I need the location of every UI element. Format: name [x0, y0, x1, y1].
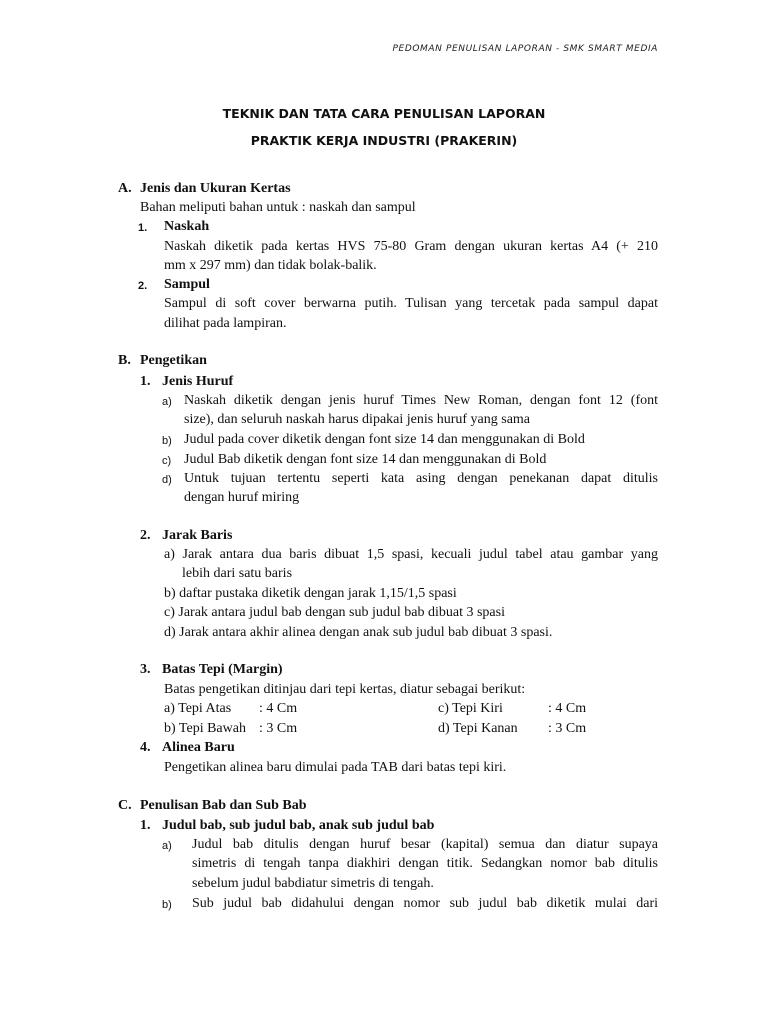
margin-label: b) Tepi Bawah	[164, 721, 246, 736]
item-marker: 1.	[138, 222, 148, 234]
running-header: PEDOMAN PENULISAN LAPORAN - SMK SMART MEDIA	[392, 44, 658, 54]
subsection-heading: Alinea Baru	[162, 740, 235, 755]
item-marker: c)	[162, 455, 172, 467]
paragraph-line: dilihat pada lampiran.	[164, 316, 287, 331]
paragraph-line: Untuk tujuan tertentu seperti kata asing dengan penekanan dapat ditulis	[184, 471, 658, 486]
item-marker: 2.	[138, 280, 148, 292]
section-heading: Pengetikan	[140, 353, 207, 368]
paragraph-line: c) Jarak antara judul bab dengan sub judul bab dibuat 3 spasi	[164, 605, 505, 620]
subsection-heading: Jarak Baris	[162, 528, 233, 543]
paragraph-line: Naskah diketik dengan jenis huruf Times New Roman, dengan font 12 (font	[184, 393, 658, 408]
subsection-heading: Jenis Huruf	[162, 374, 234, 389]
document-title-line-2: PRAKTIK KERJA INDUSTRI (PRAKERIN)	[250, 133, 518, 148]
paragraph-line: Batas pengetikan ditinjau dari tepi kertas, diatur sebagai berikut:	[164, 682, 526, 697]
paragraph-line: a) Jarak antara dua baris dibuat 1,5 spasi, kecuali judul tabel atau gambar yang	[164, 547, 658, 562]
item-heading: Naskah	[164, 219, 210, 234]
item-heading: Sampul	[164, 277, 210, 292]
paragraph-line: Sampul di soft cover berwarna putih. Tulisan yang tercetak pada sampul dapat	[164, 296, 658, 311]
subsection-marker: 1.	[140, 374, 151, 389]
item-marker: a)	[162, 840, 172, 852]
section-marker: C.	[118, 798, 132, 813]
paragraph-line: dengan huruf miring	[184, 490, 300, 505]
paragraph-line: sebelum judul babdiatur simetris di tengah.	[192, 876, 434, 891]
subsection-heading: Batas Tepi (Margin)	[162, 662, 283, 677]
margin-value: : 3 Cm	[259, 721, 298, 736]
paragraph-line: b) daftar pustaka diketik dengan jarak 1,15/1,5 spasi	[164, 586, 457, 601]
margin-label: a) Tepi Atas	[164, 701, 232, 716]
paragraph-line: lebih dari satu baris	[182, 566, 293, 581]
section-intro: Bahan meliputi bahan untuk : naskah dan sampul	[140, 200, 416, 215]
section-heading: Jenis dan Ukuran Kertas	[140, 181, 291, 196]
margin-label: d) Tepi Kanan	[438, 721, 518, 736]
item-marker: b)	[162, 435, 172, 447]
document-title-line-1: TEKNIK DAN TATA CARA PENULISAN LAPORAN	[222, 106, 546, 121]
paragraph-line: Pengetikan alinea baru dimulai pada TAB dari batas tepi kiri.	[164, 760, 507, 775]
margin-value: : 4 Cm	[548, 701, 587, 716]
paragraph-line: Judul Bab diketik dengan font size 14 dan menggunakan di Bold	[184, 452, 547, 467]
section-marker: B.	[118, 353, 131, 368]
section-marker: A.	[118, 181, 132, 196]
margin-value: : 3 Cm	[548, 721, 587, 736]
paragraph-line: simetris di tengah tanpa diakhiri dengan titik. Sedangkan nomor bab ditulis	[192, 856, 658, 871]
margin-label: c) Tepi Kiri	[438, 701, 503, 716]
subsection-heading: Judul bab, sub judul bab, anak sub judul bab	[162, 818, 435, 833]
paragraph-line: Judul bab ditulis dengan huruf besar (kapital) semua dan diatur supaya	[192, 837, 658, 852]
paragraph-line: Judul pada cover diketik dengan font size 14 dan menggunakan di Bold	[184, 432, 585, 447]
subsection-marker: 3.	[140, 662, 151, 677]
item-marker: b)	[162, 899, 172, 911]
paragraph-line: d) Jarak antara akhir alinea dengan anak sub judul bab dibuat 3 spasi.	[164, 625, 553, 640]
paragraph-line: size), dan seluruh naskah harus dipakai jenis huruf yang sama	[184, 412, 531, 427]
paragraph-line: Sub judul bab didahului dengan nomor sub judul bab diketik mulai dari	[192, 896, 658, 911]
section-heading: Penulisan Bab dan Sub Bab	[140, 798, 307, 813]
item-marker: a)	[162, 396, 172, 408]
subsection-marker: 2.	[140, 528, 151, 543]
margin-value: : 4 Cm	[259, 701, 298, 716]
paragraph-line: mm x 297 mm) dan tidak bolak-balik.	[164, 258, 377, 273]
item-marker: d)	[162, 474, 172, 486]
subsection-marker: 4.	[140, 740, 151, 755]
paragraph-line: Naskah diketik pada kertas HVS 75-80 Gram dengan ukuran kertas A4 (+ 210	[164, 239, 658, 254]
subsection-marker: 1.	[140, 818, 151, 833]
